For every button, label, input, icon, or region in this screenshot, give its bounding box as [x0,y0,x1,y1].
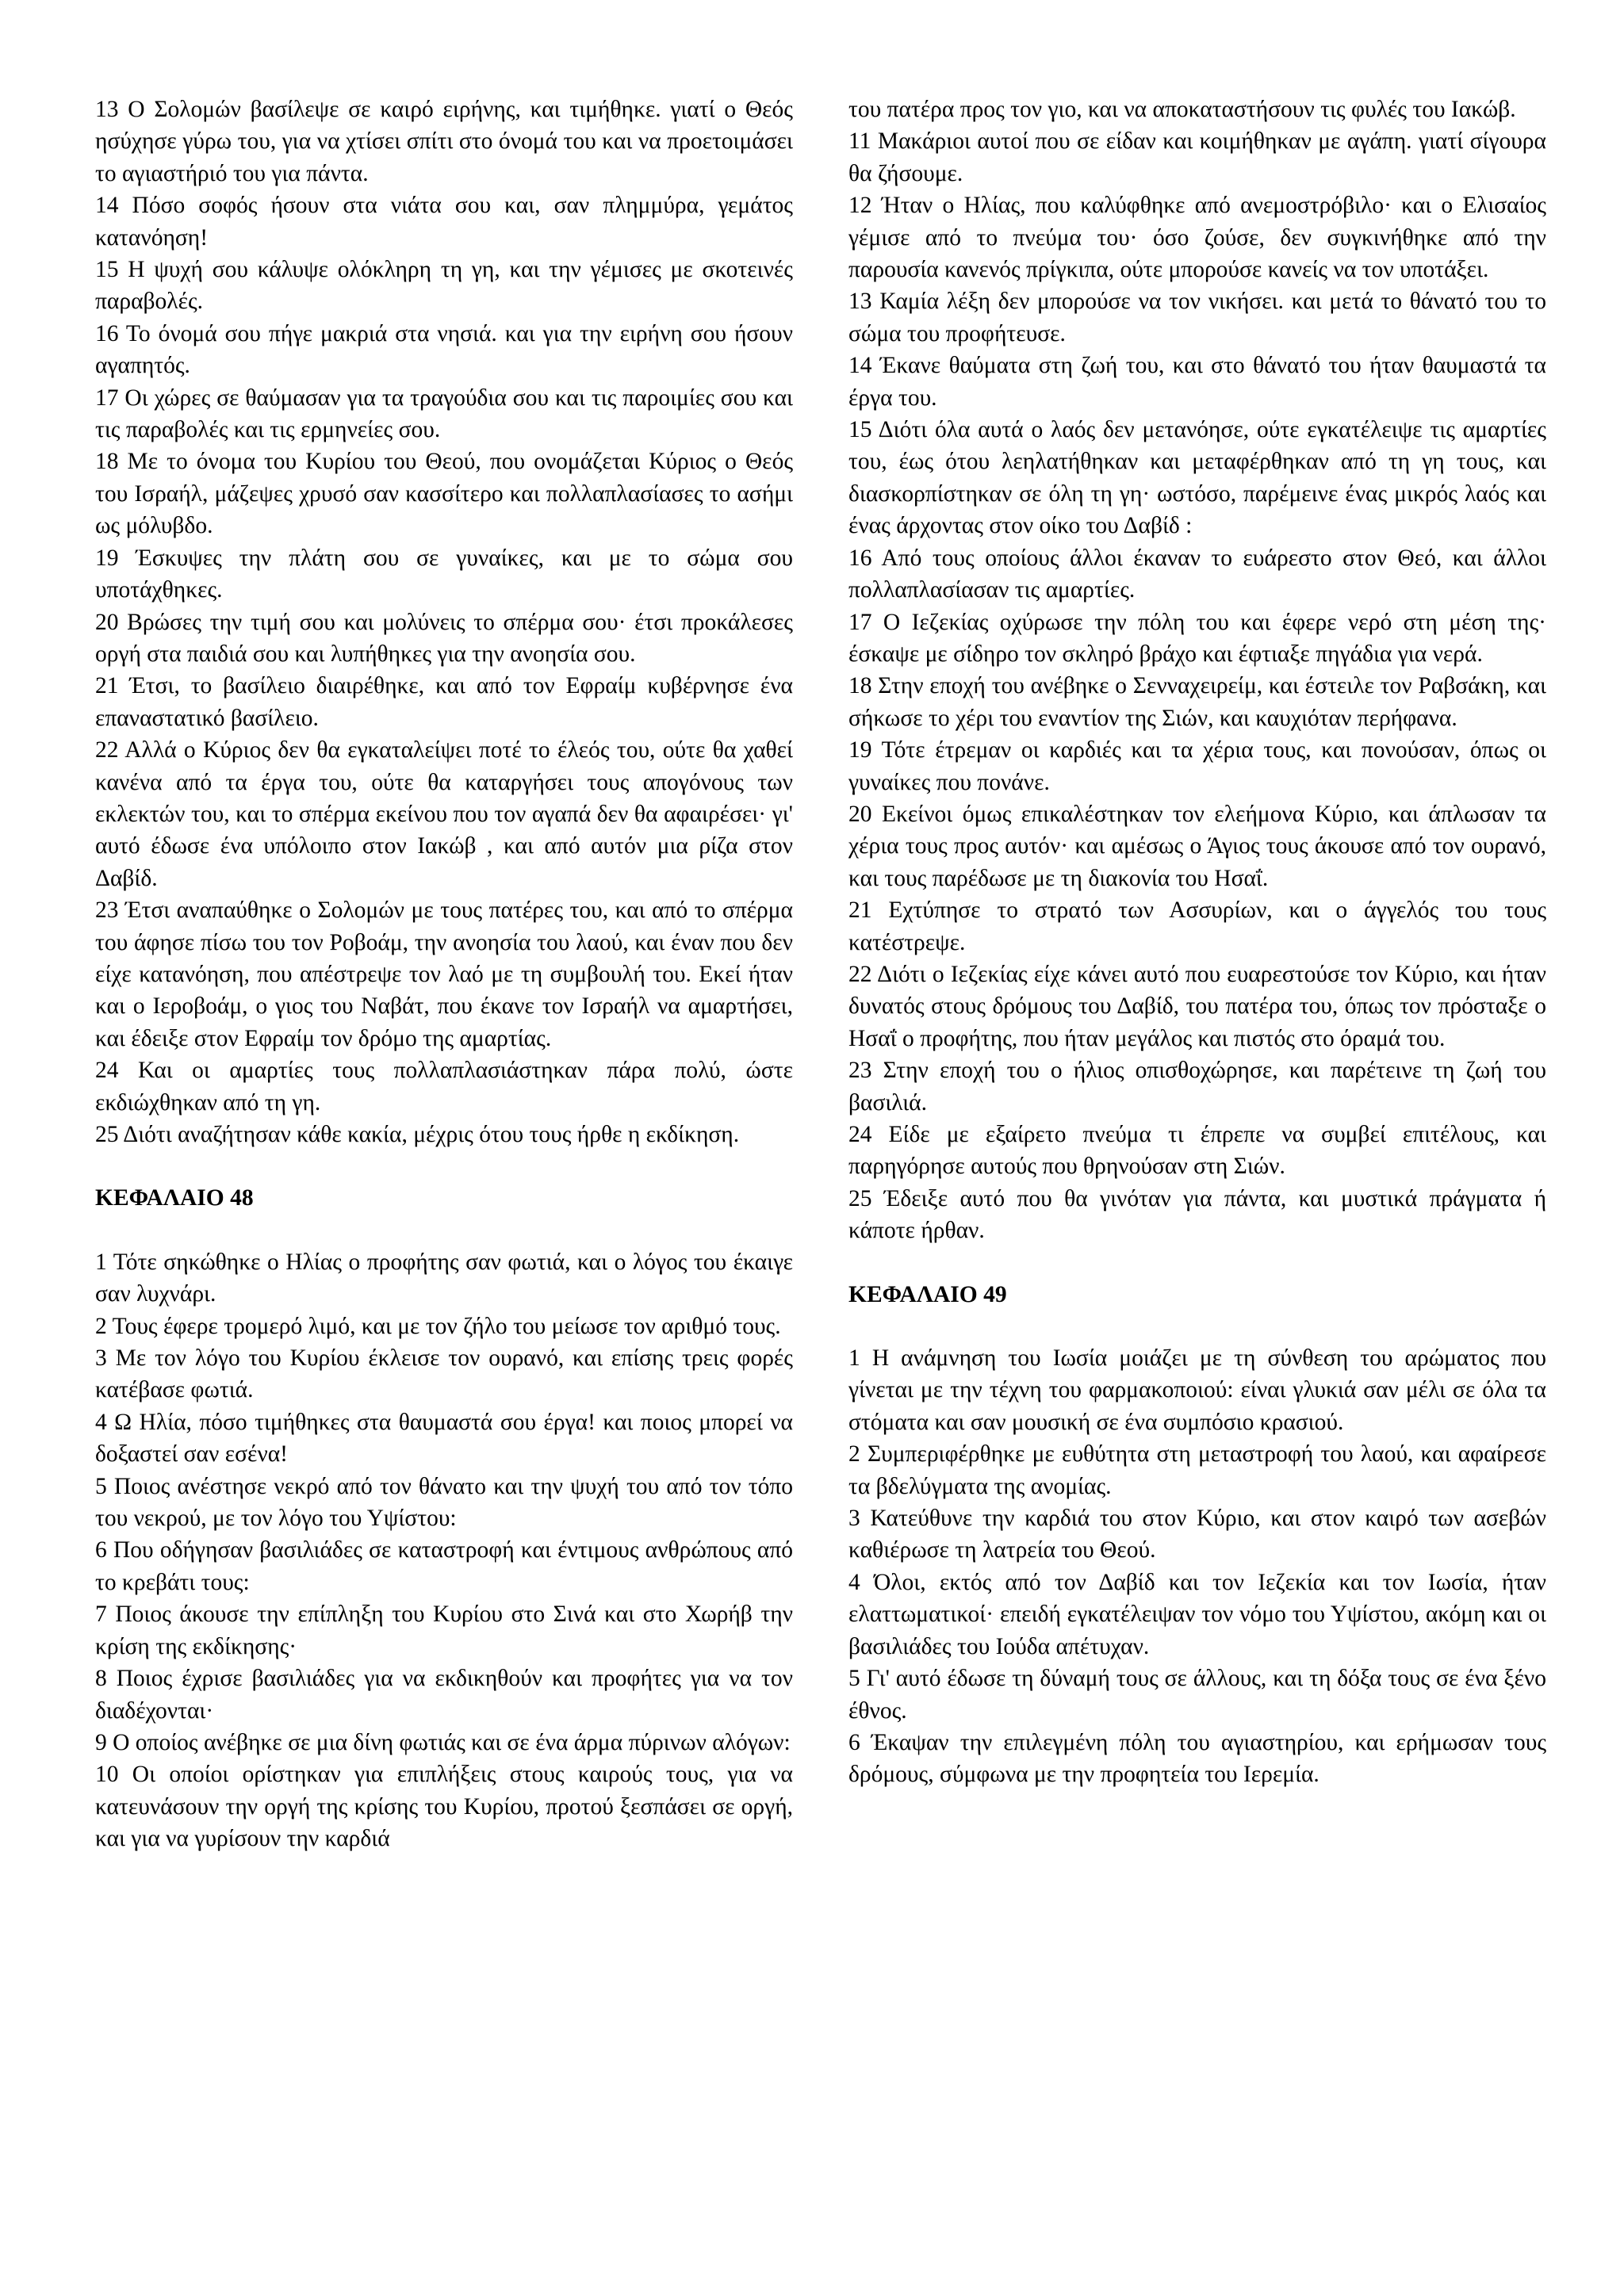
verse-paragraph: 3 Με τον λόγο του Κυρίου έκλεισε τον ουρανό, και επίσης τρεις φορές κατέβασε φωτιά. [95,1345,793,1403]
verse-paragraph: 6 Που οδήγησαν βασιλιάδες σε καταστροφή και έντιμους ανθρώπους από το κρεβάτι τους: [95,1537,793,1595]
verse-paragraph: 9 Ο οποίος ανέβηκε σε μια δίνη φωτιάς και σε ένα άρμα πύρινων αλόγων: [95,1729,791,1755]
verse-paragraph: 15 Διότι όλα αυτά ο λαός δεν μετανόησε, ούτε εγκατέλειψε τις αμαρτίες του, έως ότου λεηλατήθηκαν και μεταφέρθηκαν από τη γη τους, και διασκορπίστηκαν σε όλη τη γη· ωστόσο, παρέμεινε ένας μικρός λαός και ένας άρχοντας στον οίκο του Δαβίδ : [848,417,1546,539]
verse-paragraph: 18 Με το όνομα του Κυρίου του Θεού, που ονομάζεται Κύριος ο Θεός του Ισραήλ, μάζεψες χρυσό σαν κασσίτερο και πολλαπλασίασες το ασήμι ως μόλυβδο. [95,449,793,539]
verse-paragraph: 23 Έτσι αναπαύθηκε ο Σολομών με τους πατέρες του, και από το σπέρμα του άφησε πίσω του τον Ροβοάμ, την ανοησία του λαού, και έναν που δεν είχε κατανόηση, που απέστρεψε τον λαό με τη συμβουλή του. Εκεί ήταν και ο Ιεροβοάμ, ο γιος του Ναβάτ, που έκανε τον Ισραήλ να αμαρτήσει, και έδειξε στον Εφραίμ τον δρόμο της αμαρτίας. [95,897,793,1051]
verse-paragraph: 19 Έσκυψες την πλάτη σου σε γυναίκες, και με το σώμα σου υποτάχθηκες. [95,545,793,603]
verse-paragraph: 16 Το όνομά σου πήγε μακριά στα νησιά. και για την ειρήνη σου ήσουν αγαπητός. [95,320,793,379]
verse-paragraph: 25 Διότι αναζήτησαν κάθε κακία, μέχρις ότου τους ήρθε η εκδίκηση. [95,1122,740,1147]
verse-paragraph: 23 Στην εποχή του ο ήλιος οπισθοχώρησε, και παρέτεινε τη ζωή του βασιλιά. [848,1058,1546,1115]
verse-paragraph: 3 Κατεύθυνε την καρδιά του στον Κύριο, και στον καιρό των ασεβών καθιέρωσε τη λατρεία του Θεού. [848,1506,1546,1563]
verse-paragraph: 5 Ποιος ανέστησε νεκρό από τον θάνατο και την ψυχή του από τον τόπο του νεκρού, με τον λόγο του Υψίστου: [95,1473,793,1532]
verse-paragraph: 17 Ο Ιεζεκίας οχύρωσε την πόλη του και έφερε νερό στη μέση της· έσκαψε με σίδηρο τον σκληρό βράχο και έφτιαξε πηγάδια για νερά. [848,609,1546,667]
verse-paragraph: 12 Ήταν ο Ηλίας, που καλύφθηκε από ανεμοστρόβιλο· και ο Ελισαίος γέμισε από το πνεύμα του· όσο ζούσε, δεν συγκινήθηκε από την παρουσία κανενός πρίγκιπα, ούτε μπορούσε κανείς να τον υποτάξει. [848,193,1546,283]
verse-paragraph: 20 Βρώσες την τιμή σου και μολύνεις το σπέρμα σου· έτσι προκάλεσες οργή στα παιδιά σου και λυπήθηκες για την ανοησία σου. [95,609,793,667]
chapter-heading: ΚΕΦΑΛΑΙΟ 48 [95,1185,254,1211]
verse-paragraph: 4 Όλοι, εκτός από τον Δαβίδ και τον Ιεζεκία και τον Ιωσία, ήταν ελαττωματικοί· επειδή εγκατέλειψαν τον νόμο του Υψίστου, ακόμη και οι βασιλιάδες του Ιούδα απέτυχαν. [848,1569,1546,1659]
verse-paragraph: 25 Έδειξε αυτό που θα γινόταν για πάντα, και μυστικά πράγματα ή κάποτε ήρθαν. [848,1185,1546,1244]
verse-paragraph: 1 Η ανάμνηση του Ιωσία μοιάζει με τη σύνθεση του αρώματος που γίνεται με την τέχνη του φαρμακοποιού: είναι γλυκιά σαν μέλι σε όλα τα στόματα και σαν μουσική σε ένα συμπόσιο κρασιού. [848,1345,1546,1435]
chapter-heading: ΚΕΦΑΛΑΙΟ 49 [848,1281,1007,1307]
left-column [95,94,793,1855]
right-column [848,94,1546,1791]
verse-paragraph: 19 Τότε έτρεμαν οι καρδιές και τα χέρια τους, και πονούσαν, όπως οι γυναίκες που πονάνε. [848,737,1546,795]
verse-paragraph: 21 Εχτύπησε το στρατό των Ασσυρίων, και ο άγγελός του τους κατέστρεψε. [848,897,1546,955]
verse-paragraph: 13 Ο Σολομών βασίλεψε σε καιρό ειρήνης, και τιμήθηκε. γιατί ο Θεός ησύχησε γύρω του, για να χτίσει σπίτι στο όνομά του και να προετοιμάσει το αγιαστήριό του για πάντα. [95,97,793,186]
verse-paragraph: 5 Γι' αυτό έδωσε τη δύναμή τους σε άλλους, και τη δόξα τους σε ένα ξένο έθνος. [848,1666,1546,1724]
verse-paragraph: 1 Τότε σηκώθηκε ο Ηλίας ο προφήτης σαν φωτιά, και ο λόγος του έκαιγε σαν λυχνάρι. [95,1249,793,1307]
verse-paragraph: 15 Η ψυχή σου κάλυψε ολόκληρη τη γη, και την γέμισες με σκοτεινές παραβολές. [95,257,793,315]
verse-paragraph: 18 Στην εποχή του ανέβηκε ο Σενναχειρείμ, και έστειλε τον Ραβσάκη, και σήκωσε το χέρι του εναντίον της Σιών, και καυχιόταν περήφανα. [848,673,1546,731]
verse-paragraph: 13 Καμία λέξη δεν μπορούσε να τον νικήσει. και μετά το θάνατό του το σώμα του προφήτευσε. [848,289,1546,346]
verse-paragraph: 22 Διότι ο Ιεζεκίας είχε κάνει αυτό που ευαρεστούσε τον Κύριο, και ήταν δυνατός στους δρόμους του Δαβίδ, του πατέρα του, όπως τον πρόσταξε ο Ησαΐ ο προφήτης, που ήταν μεγάλος και πιστός στο όραμά του. [848,961,1546,1051]
verse-paragraph: 24 Είδε με εξαίρετο πνεύμα τι έπρεπε να συμβεί επιτέλους, και παρηγόρησε αυτούς που θρηνούσαν στη Σιών. [848,1122,1546,1180]
verse-paragraph: 2 Τους έφερε τρομερό λιμό, και με τον ζήλο του μείωσε τον αριθμό τους. [95,1313,781,1339]
verse-paragraph: 2 Συμπεριφέρθηκε με ευθύτητα στη μεταστροφή του λαού, και αφαίρεσε τα βδελύγματα της ανομίας. [848,1441,1546,1499]
verse-paragraph: 21 Έτσι, το βασίλειο διαιρέθηκε, και από τον Εφραίμ κυβέρνησε ένα επαναστατικό βασίλειο. [95,673,793,731]
verse-paragraph: 4 Ω Ηλία, πόσο τιμήθηκες στα θαυμαστά σου έργα! και ποιος μπορεί να δοξαστεί σαν εσένα! [95,1409,793,1468]
verse-paragraph: 20 Εκείνοι όμως επικαλέστηκαν τον ελεήμονα Κύριο, και άπλωσαν τα χέρια τους προς αυτόν· και αμέσως ο Άγιος τους άκουσε από τον ουρανό, και τους παρέδωσε με τη διακονία του Ησαΐ. [848,801,1546,891]
verse-paragraph: 14 Πόσο σοφός ήσουν στα νιάτα σου και, σαν πλημμύρα, γεμάτος κατανόηση! [95,193,793,251]
verse-paragraph: 24 Και οι αμαρτίες τους πολλαπλασιάστηκαν πάρα πολύ, ώστε εκδιώχθηκαν από τη γη. [95,1058,793,1115]
verse-paragraph: 16 Από τους οποίους άλλοι έκαναν το ευάρεστο στον Θεό, και άλλοι πολλαπλασίασαν τις αμαρτίες. [848,545,1546,603]
verse-paragraph: 11 Μακάριοι αυτοί που σε είδαν και κοιμήθηκαν με αγάπη. γιατί σίγουρα θα ζήσουμε. [848,128,1546,186]
verse-paragraph: 6 Έκαψαν την επιλεγμένη πόλη του αγιαστηρίου, και ερήμωσαν τους δρόμους, σύμφωνα με την προφητεία του Ιερεμία. [848,1729,1546,1788]
verse-paragraph: 10 Οι οποίοι ορίστηκαν για επιπλήξεις στους καιρούς τους, για να κατευνάσουν την οργή της κρίσης του Κυρίου, προτού ξεσπάσει σε οργή, και για να γυρίσουν την καρδιά [95,1762,793,1852]
verse-paragraph: 14 Έκανε θαύματα στη ζωή του, και στο θάνατό του ήταν θαυμαστά τα έργα του. [848,353,1546,411]
verse-paragraph: 17 Οι χώρες σε θαύμασαν για τα τραγούδια σου και τις παροιμίες σου και τις παραβολές και τις ερμηνείες σου. [95,385,793,443]
verse-paragraph: του πατέρα προς τον γιο, και να αποκαταστήσουν τις φυλές του Ιακώβ. [848,97,1516,122]
verse-paragraph: 7 Ποιος άκουσε την επίπληξη του Κυρίου στο Σινά και στο Χωρήβ την κρίση της εκδίκησης· [95,1601,793,1659]
verse-paragraph: 22 Αλλά ο Κύριος δεν θα εγκαταλείψει ποτέ το έλεός του, ούτε θα χαθεί κανένα από τα έργα του, ούτε θα καταργήσει τους απογόνους των εκλεκτών του, και το σπέρμα εκείνου που τον αγαπά δεν θα αφαιρέσει· γι' αυτό έδωσε ένα υπόλοιπο στον Ιακώβ , και από αυτόν μια ρίζα στον Δαβίδ. [95,737,793,891]
verse-paragraph: 8 Ποιος έχρισε βασιλιάδες για να εκδικηθούν και προφήτες για να τον διαδέχονται· [95,1666,793,1724]
